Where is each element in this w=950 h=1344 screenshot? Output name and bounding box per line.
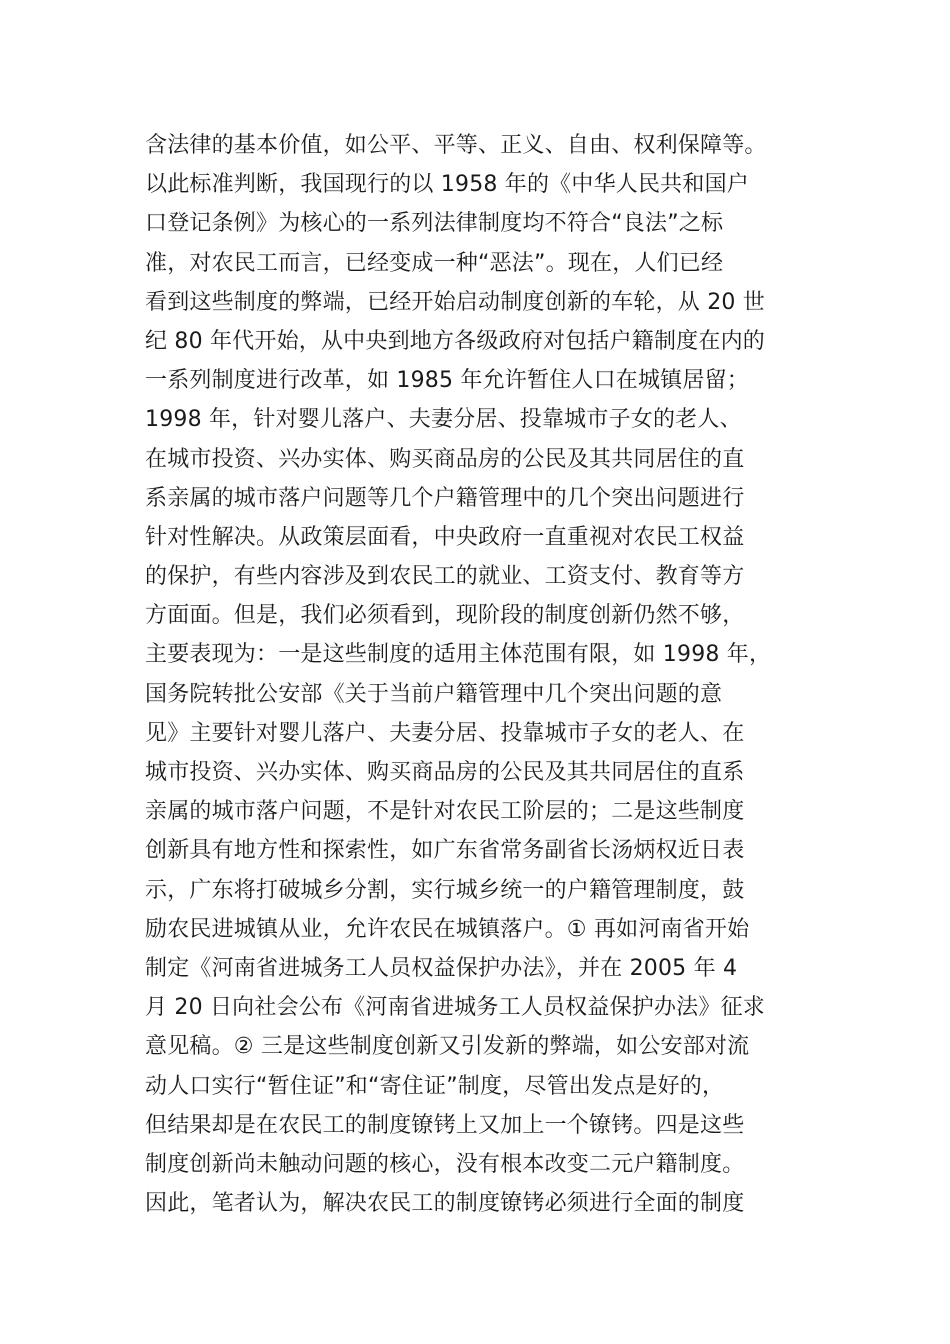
text-line: 针对性解决。从政策层面看，中央政府一直重视对农民工权益 bbox=[145, 524, 745, 550]
text-line: 系亲属的城市落户问题等几个户籍管理中的几个突出问题进行 bbox=[145, 485, 745, 511]
text-line: 亲属的城市落户问题，不是针对农民工阶层的；二是这些制度 bbox=[145, 799, 745, 825]
text-line: 方面面。但是，我们必须看到，现阶段的制度创新仍然不够， bbox=[145, 603, 745, 629]
text-line: 因此，笔者认为，解决农民工的制度镣铐必须进行全面的制度 bbox=[145, 1191, 745, 1217]
text-line: 纪 80 年代开始，从中央到地方各级政府对包括户籍制度在内的 bbox=[145, 328, 765, 354]
body-text bbox=[145, 126, 835, 1223]
text-line: 月 20 日向社会公布《河南省进城务工人员权益保护办法》征求 bbox=[145, 995, 765, 1021]
text-line: 含法律的基本价值，如公平、平等、正义、自由、权利保障等。 bbox=[145, 133, 767, 158]
text-line: 动人口实行“暂住证”和“寄住证”制度，尽管出发点是好的， bbox=[145, 1073, 725, 1099]
text-line: 意见稿。② 三是这些制度创新又引发新的弊端，如公安部对流 bbox=[145, 1034, 750, 1060]
text-line: 在城市投资、兴办实体、购买商品房的公民及其共同居住的直 bbox=[145, 446, 745, 472]
text-line: 1998 年，针对婴儿落户、夫妻分居、投靠城市子女的老人、 bbox=[145, 407, 742, 433]
text-line: 创新具有地方性和探索性，如广东省常务副省长汤炳权近日表 bbox=[145, 838, 745, 864]
text-line: 制度创新尚未触动问题的核心，没有根本改变二元户籍制度。 bbox=[145, 1151, 745, 1177]
text-line: 励农民进城镇从业，允许农民在城镇落户。① 再如河南省开始 bbox=[145, 916, 750, 942]
text-line: 口登记条例》为核心的一系列法律制度均不符合“良法”之标 bbox=[145, 211, 724, 237]
text-line: 但结果却是在农民工的制度镣铐上又加上一个镣铐。四是这些 bbox=[145, 1112, 745, 1138]
text-line: 主要表现为：一是这些制度的适用主体范围有限，如 1998 年， bbox=[145, 642, 772, 668]
text-line: 城市投资、兴办实体、购买商品房的公民及其共同居住的直系 bbox=[145, 760, 745, 785]
text-line: 看到这些制度的弊端，已经开始启动制度创新的车轮，从 20 世 bbox=[145, 289, 765, 315]
text-line: 一系列制度进行改革，如 1985 年允许暂住人口在城镇居留； bbox=[145, 368, 749, 394]
text-line: 准，对农民工而言，已经变成一种“恶法”。现在，人们已经 bbox=[145, 250, 724, 276]
text-line: 的保护，有些内容涉及到农民工的就业、工资支付、教育等方 bbox=[145, 564, 745, 590]
text-line: 示，广东将打破城乡分割，实行城乡统一的户籍管理制度，鼓 bbox=[145, 877, 745, 903]
text-line: 以此标准判断，我国现行的以 1958 年的《中华人民共和国户 bbox=[145, 172, 749, 198]
text-line: 见》主要针对婴儿落户、夫妻分居、投靠城市子女的老人、在 bbox=[145, 720, 745, 746]
text-line: 国务院转批公安部《关于当前户籍管理中几个突出问题的意 bbox=[145, 681, 723, 707]
text-line: 制定《河南省进城务工人员权益保护办法》，并在 2005 年 4 bbox=[145, 955, 738, 981]
